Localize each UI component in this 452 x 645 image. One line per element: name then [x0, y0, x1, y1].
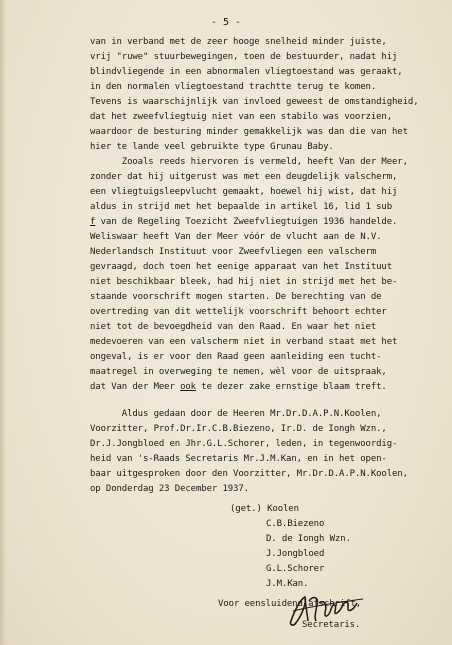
text-line: baar uitgesproken door den Voorzitter, Mr.Dr.D.A.P.N.Koolen, — [90, 469, 408, 479]
text-line: gevraagd, doch toen het eenige apparaat van het Instituut — [90, 262, 393, 272]
text-line: staande voorschrift mogen starten. De berechting van de — [90, 292, 382, 302]
text-line-ook — [90, 382, 387, 393]
text-line: vrij "ruwe" stuurbewegingen, toen de bestuurder, nadat hij — [90, 52, 398, 62]
text-line: zonder dat hij uitgerust was met een deugdelijk valscherm, — [90, 172, 398, 182]
page-number: - 5 - — [210, 17, 242, 28]
text-span: dat Van der Meer — [90, 382, 181, 392]
text-line: een vliegtuigsleepvlucht gemaakt, hoewel hij wist, dat hij — [90, 187, 398, 197]
text-line-sub-f — [90, 217, 397, 228]
text-line: Zooals reeds hiervoren is vermeld, heeft Van der Meer, — [90, 157, 408, 167]
signatory-name: J.M.Kan. — [266, 579, 309, 589]
signatory-name: J.Jongbloed — [266, 549, 325, 559]
text-line: maatregel in overweging te nemen, wèl voor de uitspraak, — [90, 367, 387, 377]
text-line: van in verband met de zeer hooge snelheid minder juiste, — [90, 37, 387, 47]
page-edge-shadow — [0, 0, 6, 645]
signatory-name: G.L.Schorer — [266, 564, 325, 574]
text-line: Weliswaar heeft Van der Meer vóór de vlucht aan de N.V. — [90, 232, 382, 242]
signature-prefix: (get.) — [230, 504, 268, 514]
text-line: dat het zweefvliegtuig niet van een stabilo was voorzien, — [90, 112, 393, 122]
signatory-line — [230, 504, 299, 515]
text-line: medevoeren van een valscherm niet in verband staat met het — [90, 337, 398, 347]
secretary-role: Secretaris. — [302, 620, 361, 630]
text-line: Voorzitter, Prof.Dr.Ir.C.B.Biezeno, Ir.D. de Iongh Wzn., — [90, 424, 387, 434]
text-line: Aldus gedaan door de Heeren Mr.Dr.D.A.P.N.Koolen, — [90, 409, 382, 419]
text-line: niet beschikbaar bleek, had hij niet in strijd met het be- — [90, 277, 398, 287]
text-line: Nederlandsch Instituut voor Zweefvliegen een valscherm — [90, 247, 377, 257]
signatory-name: C.B.Biezeno — [266, 519, 325, 529]
text-line: blindvliegende in een abnormalen vliegtoestand was geraakt, — [90, 67, 403, 77]
text-line: hier te lande veel gebruikte type Grunau Baby. — [90, 142, 334, 152]
text-line: op Donderdag 23 December 1937. — [90, 484, 249, 494]
text-span: te dezer zake ernstige blaam treft. — [195, 382, 387, 392]
underlined-f: f — [90, 217, 96, 227]
text-line: aldus in strijd met het bepaalde in artikel 16, lid 1 sub — [90, 202, 393, 212]
text-line: niet tot de bevoegdheid van den Raad. En waar het niet — [90, 322, 377, 332]
text-line: ongeval, is er voor den Raad geen aanleiding een tucht- — [90, 352, 382, 362]
text-line: in den normalen vliegtoestand trachtte terug te komen. — [90, 82, 377, 92]
text-line: Dr.J.Jongbloed en Jhr.G.L.Schorer, leden, in tegenwoordig- — [90, 439, 398, 449]
text-line: overtreding van dit wettelijk voorschrift behoort echter — [90, 307, 387, 317]
underlined-ook: ook — [180, 382, 196, 392]
signatory-name: D. de Iongh Wzn. — [266, 534, 351, 544]
text-line: Tevens is waarschijnlijk van invloed geweest de omstandigheid, — [90, 97, 419, 107]
conformity-statement: Voor eensluidend afschrift, — [218, 599, 362, 609]
text-line: heid van 's-Raads Secretaris Mr.J.M.Kan, en in het open- — [90, 454, 387, 464]
text-span: van de Regeling Toezicht Zweefvliegtuigen 1936 handelde. — [95, 217, 398, 227]
text-line: waardoor de besturing minder gemakkelijk was dan die van het — [90, 127, 408, 137]
signatory-name: Koolen — [267, 504, 299, 514]
